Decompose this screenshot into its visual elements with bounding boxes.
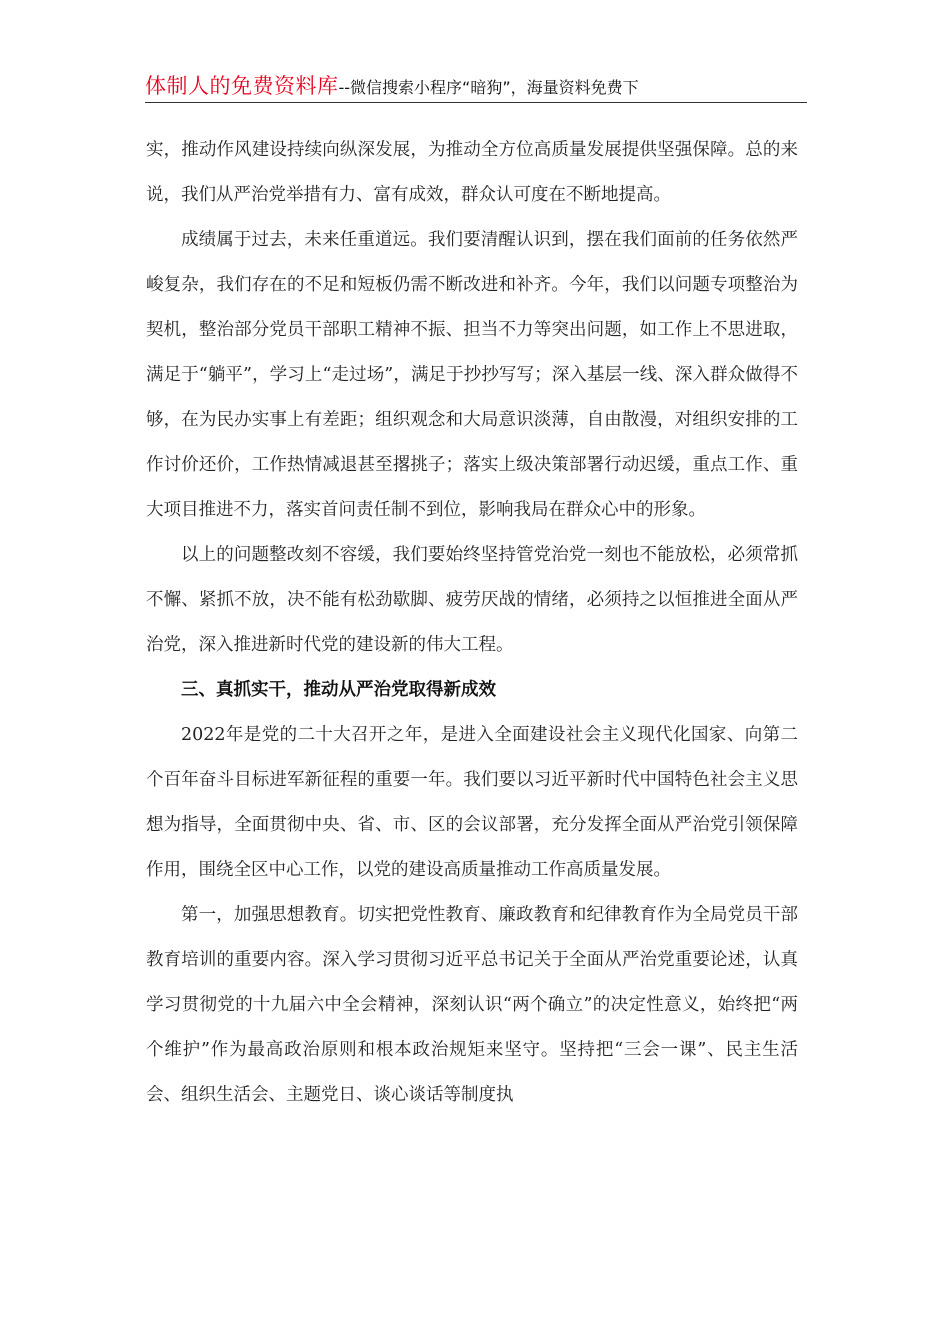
document-body	[146, 128, 798, 1118]
body-paragraph: 以上的问题整改刻不容缓，我们要始终坚持管党治党一刻也不能放松，必须常抓不懈、紧抓不放，决不能有松劲歇脚、疲劳厌战的情绪，必须持之以恒推进全面从严治党，深入推进新时代党的建设新的伟大工程。	[146, 545, 798, 655]
body-paragraph: 成绩属于过去，未来任重道远。我们要清醒认识到，摆在我们面前的任务依然严峻复杂，我们存在的不足和短板仍需不断改进和补齐。今年，我们以问题专项整治为契机，整治部分党员干部职工精神不振、担当不力等突出问题，如工作上不思进取，满足于“躺平”，学习上“走过场”，满足于抄抄写写；深入基层一线、深入群众做得不够，在为民办实事上有差距；组织观念和大局意识淡薄，自由散漫，对组织安排的工作讨价还价，工作热情减退甚至撂挑子；落实上级决策部署行动迟缓，重点工作、重大项目推进不力，落实首问责任制不到位，影响我局在群众心中的形象。	[146, 230, 798, 520]
section-heading: 三、真抓实干，推动从严治党取得新成效	[181, 680, 496, 700]
body-paragraph: 2022年是党的二十大召开之年，是进入全面建设社会主义现代化国家、向第二个百年奋斗目标进军新征程的重要一年。我们要以习近平新时代中国特色社会主义思想为指导，全面贯彻中央、省、市、区的会议部署，充分发挥全面从严治党引领保障作用，围绕全区中心工作，以党的建设高质量推动工作高质量发展。	[146, 725, 798, 880]
document-header	[145, 70, 807, 103]
header-brand: 体制人的免费资料库	[145, 74, 339, 98]
body-paragraph: 第一，加强思想教育。切实把党性教育、廉政教育和纪律教育作为全局党员干部教育培训的重要内容。深入学习贯彻习近平总书记关于全面从严治党重要论述，认真学习贯彻党的十九届六中全会精神，深刻认识“两个确立”的决定性意义，始终把“两个维护”作为最高政治原则和根本政治规矩来坚守。坚持把“三会一课”、民主生活会、组织生活会、主题党日、谈心谈话等制度执	[146, 905, 798, 1105]
header-tagline: --微信搜索小程序“暗狗”，海量资料免费下	[338, 78, 639, 97]
body-paragraph: 实，推动作风建设持续向纵深发展，为推动全方位高质量发展提供坚强保障。总的来说，我们从严治党举措有力、富有成效，群众认可度在不断地提高。	[146, 140, 798, 205]
